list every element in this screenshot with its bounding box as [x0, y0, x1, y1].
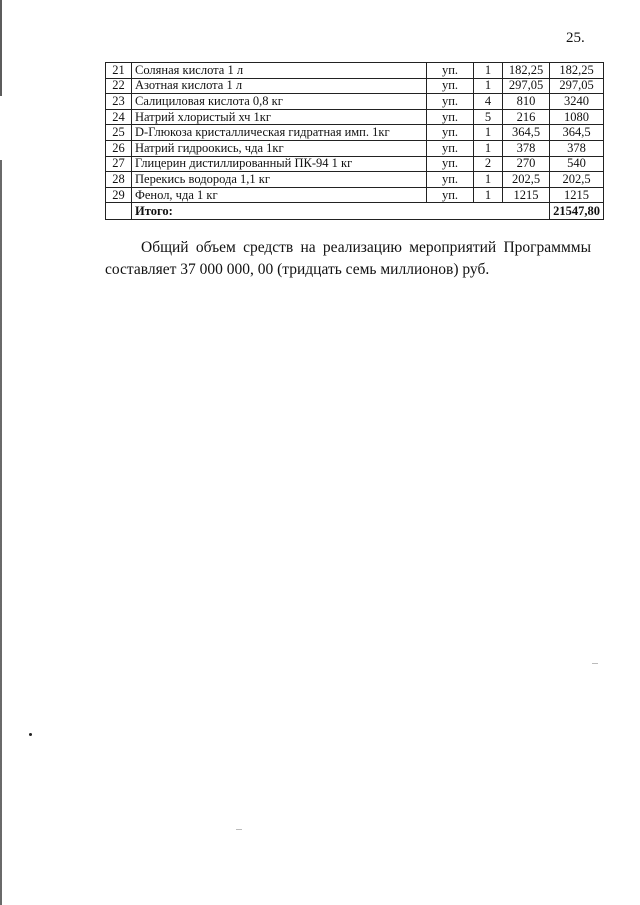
table-row [106, 172, 604, 188]
cell-name: Глицерин дистиллированный ПК-94 1 кг [132, 156, 427, 172]
cell-num: 29 [106, 187, 132, 203]
table-row [106, 94, 604, 110]
cell-num: 23 [106, 94, 132, 110]
funding-paragraph [105, 237, 591, 281]
table-row [106, 187, 604, 203]
cell-total: 202,5 [550, 172, 604, 188]
table-row [106, 63, 604, 79]
cell-total: 364,5 [550, 125, 604, 141]
cell-unit: уп. [427, 125, 474, 141]
cell-num: 27 [106, 156, 132, 172]
total-row [106, 203, 604, 220]
table-row [106, 140, 604, 156]
cell-name: Натрий хлористый хч 1кг [132, 109, 427, 125]
page-number: 25. [566, 30, 585, 46]
cell-num: 28 [106, 172, 132, 188]
total-label: Итого: [132, 203, 550, 220]
cell-name: Фенол, чда 1 кг [132, 187, 427, 203]
cell-num: 21 [106, 63, 132, 79]
cell-qty: 1 [474, 78, 503, 94]
cell-qty: 2 [474, 156, 503, 172]
cell-qty: 1 [474, 187, 503, 203]
left-edge-mark [0, 0, 2, 905]
cell-name: Азотная кислота 1 л [132, 78, 427, 94]
cell-price: 378 [503, 140, 550, 156]
cell-price: 364,5 [503, 125, 550, 141]
cell-price: 1215 [503, 187, 550, 203]
cell-num: 25 [106, 125, 132, 141]
cell-unit: уп. [427, 109, 474, 125]
cell-name: D-Глюкоза кристаллическая гидратная имп. 1кг [132, 125, 427, 141]
cell-name: Салициловая кислота 0,8 кг [132, 94, 427, 110]
cell-price: 216 [503, 109, 550, 125]
cell-num: 26 [106, 140, 132, 156]
cell-total: 297,05 [550, 78, 604, 94]
cell-price: 182,25 [503, 63, 550, 79]
cell-total: 1215 [550, 187, 604, 203]
cell-unit: уп. [427, 172, 474, 188]
cell-total: 1080 [550, 109, 604, 125]
cell-price: 810 [503, 94, 550, 110]
table-row [106, 156, 604, 172]
cell-qty: 1 [474, 140, 503, 156]
cell-name: Соляная кислота 1 л [132, 63, 427, 79]
cell-name: Перекись водорода 1,1 кг [132, 172, 427, 188]
cell-unit: уп. [427, 140, 474, 156]
table-row [106, 125, 604, 141]
table-row [106, 109, 604, 125]
cell-total: 182,25 [550, 63, 604, 79]
table-row [106, 78, 604, 94]
total-value: 21547,80 [550, 203, 604, 220]
cell-price: 297,05 [503, 78, 550, 94]
cell-qty: 1 [474, 63, 503, 79]
cell-unit: уп. [427, 78, 474, 94]
cell-num: 24 [106, 109, 132, 125]
cell-total: 540 [550, 156, 604, 172]
cell-unit: уп. [427, 156, 474, 172]
cell-num: 22 [106, 78, 132, 94]
scan-dot [29, 733, 32, 736]
cell-qty: 1 [474, 172, 503, 188]
items-table [105, 62, 604, 220]
cell-name: Натрий гидроокись, чда 1кг [132, 140, 427, 156]
cell-total: 378 [550, 140, 604, 156]
cell-unit: уп. [427, 63, 474, 79]
cell-qty: 5 [474, 109, 503, 125]
funding-paragraph-text: Общий объем средств на реализацию мероприятий Программмы составляет 37 000 000, 00 (тридцать семь миллионов) руб. [105, 239, 591, 278]
cell-unit: уп. [427, 94, 474, 110]
cell-total: 3240 [550, 94, 604, 110]
cell-qty: 4 [474, 94, 503, 110]
cell-price: 202,5 [503, 172, 550, 188]
scan-mark [592, 663, 598, 664]
cell-unit: уп. [427, 187, 474, 203]
cell-qty: 1 [474, 125, 503, 141]
cell-empty [106, 203, 132, 220]
scan-mark [236, 829, 242, 830]
cell-price: 270 [503, 156, 550, 172]
